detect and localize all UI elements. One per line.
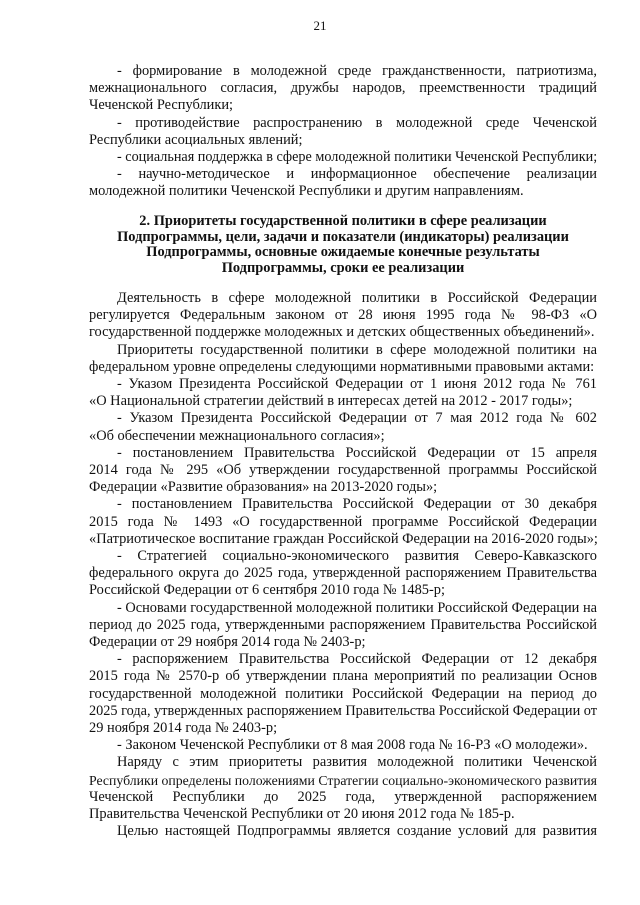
heading-line: 2. Приоритеты государственной политики в сфере реализации [139,213,547,229]
heading-line: Подпрограммы, цели, задачи и показатели (индикаторы) реализации [117,228,569,245]
text-line: - социальная поддержка в сфере молодежной политики Чеченской Республики; [117,149,598,166]
text-line: - научно-методическое и информационное обеспечение реализации [117,166,597,183]
text-line: Чеченской Республики до 2025 года, утвержденной распоряжением [89,788,597,805]
text-line: - Основами государственной молодежной политики Российской Федерации на [117,599,597,616]
text-line: Республики асоциальных явлений; [89,131,303,148]
text-line: 2025 года, утвержденных распоряжением Правительства Российской Федерации от [89,702,597,719]
text-line: федеральном уровне определены следующими нормативными правовыми актами: [89,358,595,375]
text-line: Федерации от 29 ноября 2014 года № 2403-р; [89,634,366,651]
text-line: государственной поддержке молодежных и детских общественных объединений». [89,324,595,341]
text-line: - противодействие распространению в молодежной среде Чеченской [117,114,597,131]
text-line: регулируется Федеральным законом от 28 июня 1995 года № 98-ФЗ «О [89,307,597,324]
section-heading [89,214,597,276]
text-line: - Указом Президента Российской Федерации от 7 мая 2012 года № 602 [117,410,597,427]
text-line: - формирование в молодежной среде гражданственности, патриотизма, [117,63,597,79]
text-line: - Законом Чеченской Республики от 8 мая 2008 года № 16-РЗ «О молодежи». [117,737,588,754]
text-line: 2015 года № 1493 «О государственной программе Российской Федерации [89,513,597,530]
text-line: Целью настоящей Подпрограммы является создание условий для развития [117,823,597,840]
text-line: - постановлением Правительства Российской Федерации от 30 декабря [117,496,597,513]
text-line: период до 2025 года, утвержденными распоряжением Правительства Российской [89,616,597,633]
text-line: - Указом Президента Российской Федерации от 1 июня 2012 года № 761 [117,376,597,393]
text-line: 2014 года № 295 «Об утверждении государственной программы Российской [89,462,597,479]
heading-line: Подпрограммы, основные ожидаемые конечные результаты [146,244,540,260]
text-line: «Об обеспечении межнационального согласия»; [89,427,385,444]
heading-line: Подпрограммы, сроки ее реализации [221,259,465,276]
page-number: 21 [313,18,327,33]
text-line: Правительства Чеченской Республики от 20 июня 2012 года № 185-р. [89,806,515,823]
text-line: 29 ноября 2014 года № 2403-р; [89,720,278,737]
goals-list [89,63,597,201]
text-line: - распоряжением Правительства Российской Федерации от 12 декабря [117,651,597,668]
text-line: государственной молодежной политики Российской Федерации на период до [89,685,597,702]
text-line: молодежной политики Чеченской Республики и другим направлениям. [89,183,524,200]
text-line: Деятельность в сфере молодежной политики в Российской Федерации [117,290,597,306]
section-body [89,290,597,841]
text-line: Приоритеты государственной политики в сфере молодежной политики на [117,341,597,358]
text-line: 2015 года № 2570-р об утверждении плана мероприятий по реализации Основ [89,668,597,685]
text-line: межнационального согласия, дружбы народов, преемственности традиций [89,80,597,97]
text-line: Федерации «Развитие образования» на 2013-2020 годы»; [89,479,438,496]
text-line: Наряду с этим приоритеты развития молодежной политики Чеченской [117,754,597,771]
text-line: Чеченской Республики; [89,97,234,114]
text-line: Российской Федерации от 6 сентября 2010 года № 1485-р; [89,582,445,599]
text-line: федерального округа до 2025 года, утвержденной распоряжением Правительства [89,565,597,582]
text-line: «Патриотическое воспитание граждан Российской Федерации на 2016-2020 годы»; [89,530,598,547]
text-line: - постановлением Правительства Российской Федерации от 15 апреля [117,444,597,461]
text-line: Республики определены положениями Стратегии социально-экономического развития [89,772,597,788]
text-line: «О Национальной стратегии действий в интересах детей на 2012 - 2017 годы»; [89,393,573,410]
text-line: - Стратегией социально-экономического развития Северо-Кавказского [117,548,597,565]
